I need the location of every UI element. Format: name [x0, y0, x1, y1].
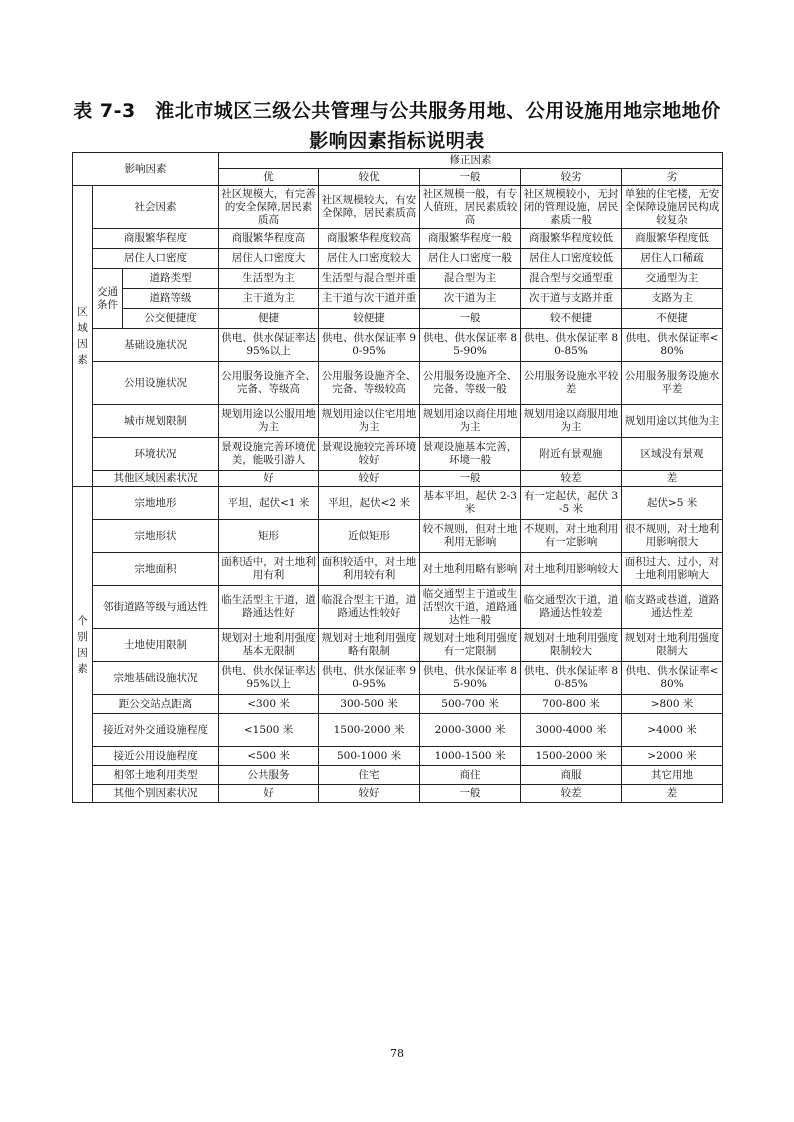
factor-label: 城市规划限制	[93, 405, 219, 438]
factor-value: 规划用途以商服用地为主	[521, 405, 622, 438]
factor-value: 面积较适中，对土地利用较有利	[319, 553, 420, 586]
factor-label: 其他区域因素状况	[93, 471, 219, 487]
table-row	[73, 553, 723, 586]
page-number: 78	[390, 1047, 404, 1060]
factor-label: 公交便捷度	[123, 309, 219, 329]
table-row	[73, 766, 723, 785]
factor-value: 商服繁华程度较低	[521, 229, 622, 249]
table-row	[73, 747, 723, 766]
factor-value: 居住人口密度一般	[420, 249, 521, 269]
factor-value: 生活型为主	[219, 269, 319, 289]
factor-value: 一般	[420, 471, 521, 487]
factor-value: <1500 米	[219, 714, 319, 747]
factor-value: >2000 米	[622, 747, 723, 766]
factor-value: 住宅	[319, 766, 420, 785]
factor-value: 商服繁华程度一般	[420, 229, 521, 249]
factor-label: 宗地基础设施状况	[93, 662, 219, 695]
factor-value: 混合型为主	[420, 269, 521, 289]
factor-value: 供电、供水保证率 80-85%	[521, 329, 622, 362]
factor-value: 规划对土地利用强度限制大	[622, 629, 723, 662]
table-row	[73, 249, 723, 269]
factor-value: 供电、供水保证率达95%以上	[219, 662, 319, 695]
factor-value: 临生活型主干道，道路通达性好	[219, 586, 319, 629]
factor-value: 较便捷	[319, 309, 420, 329]
factor-value: 临交通型主干道或生活型次干道，道路通达性一般	[420, 586, 521, 629]
factor-value: 供电、供水保证率<80%	[622, 329, 723, 362]
factor-label: 基础设施状况	[93, 329, 219, 362]
factor-value: 规划用途以商住用地为主	[420, 405, 521, 438]
factor-table	[72, 152, 723, 803]
header-correction: 修正因素	[219, 153, 723, 169]
factor-value: >800 米	[622, 695, 723, 714]
factor-value: 商服繁华程度高	[219, 229, 319, 249]
factor-value: 规划对土地利用强度略有限制	[319, 629, 420, 662]
factor-value: 交通型为主	[622, 269, 723, 289]
factor-value: 规划对土地利用强度限制较大	[521, 629, 622, 662]
table-row	[73, 629, 723, 662]
factor-value: 便捷	[219, 309, 319, 329]
factor-value: 支路为主	[622, 289, 723, 309]
factor-value: 供电、供水保证率 90-95%	[319, 329, 420, 362]
factor-value: >4000 米	[622, 714, 723, 747]
factor-value: 一般	[420, 309, 521, 329]
factor-value: 平坦，起伏<1 米	[219, 487, 319, 520]
factor-value: 不便捷	[622, 309, 723, 329]
factor-value: 生活型与混合型并重	[319, 269, 420, 289]
factor-value: 公用服务设施齐全、完备、等级高	[219, 362, 319, 405]
factor-value: 居住人口密度较低	[521, 249, 622, 269]
table-row	[73, 662, 723, 695]
factor-value: 面积适中，对土地利用有利	[219, 553, 319, 586]
factor-label: 接近公用设施程度	[93, 747, 219, 766]
factor-value: 好	[219, 471, 319, 487]
factor-value: 2000-3000 米	[420, 714, 521, 747]
factor-value: 区域没有景观	[622, 438, 723, 471]
factor-value: 起伏>5 米	[622, 487, 723, 520]
table-row	[73, 309, 723, 329]
table-row	[73, 438, 723, 471]
factor-label: 相邻土地利用类型	[93, 766, 219, 785]
factor-value: 500-1000 米	[319, 747, 420, 766]
factor-value: 景观设施完善环境优美，能吸引游人	[219, 438, 319, 471]
factor-value: 附近有景观施	[521, 438, 622, 471]
factor-value: 临支路或巷道，道路通达性差	[622, 586, 723, 629]
document-subtitle: 影响因素指标说明表	[309, 130, 485, 152]
factor-value: 社区规模较大，有安全保障，居民素质高	[319, 186, 420, 229]
factor-value: 好	[219, 785, 319, 803]
table-row	[73, 586, 723, 629]
factor-value: 近似矩形	[319, 520, 420, 553]
factor-value: <300 米	[219, 695, 319, 714]
factor-label: 道路类型	[123, 269, 219, 289]
factor-value: 社区规模一般，有专人值班，居民素质较高	[420, 186, 521, 229]
factor-value: 规划用途以其他为主	[622, 405, 723, 438]
group-individual: 个别因素	[73, 487, 93, 803]
header-level-2: 一般	[420, 169, 521, 186]
factor-value: 社区规模大，有完善的安全保障,居民素质高	[219, 186, 319, 229]
factor-value: 3000-4000 米	[521, 714, 622, 747]
factor-value: 居住人口密度较大	[319, 249, 420, 269]
factor-label: 公用设施状况	[93, 362, 219, 405]
factor-label: 宗地形状	[93, 520, 219, 553]
factor-label: 道路等级	[123, 289, 219, 309]
factor-label: 环境状况	[93, 438, 219, 471]
factor-value: 较好	[319, 471, 420, 487]
factor-value: 公共服务	[219, 766, 319, 785]
factor-value: 矩形	[219, 520, 319, 553]
factor-label: 宗地面积	[93, 553, 219, 586]
table-row	[73, 329, 723, 362]
factor-value: 一般	[420, 785, 521, 803]
traffic-condition-label: 交通条件	[93, 269, 123, 329]
factor-value: 300-500 米	[319, 695, 420, 714]
factor-value: 公用服务设施齐全、完备、等级一般	[420, 362, 521, 405]
factor-value: 次干道与支路并重	[521, 289, 622, 309]
factor-value: 景观设施基本完善，环境一般	[420, 438, 521, 471]
table-row	[73, 520, 723, 553]
factor-value: 差	[622, 471, 723, 487]
table-row	[73, 714, 723, 747]
factor-value: 1500-2000 米	[319, 714, 420, 747]
factor-value: 供电、供水保证率达95%以上	[219, 329, 319, 362]
factor-label: 社会因素	[93, 186, 219, 229]
factor-value: 较不规则，但对土地利用无影响	[420, 520, 521, 553]
factor-value: 其它用地	[622, 766, 723, 785]
factor-label: 土地使用限制	[93, 629, 219, 662]
factor-value: 商服繁华程度低	[622, 229, 723, 249]
factor-value: 很不规则，对土地利用影响很大	[622, 520, 723, 553]
table-row	[73, 471, 723, 487]
table-row	[73, 289, 723, 309]
factor-value: 景观设施较完善环境较好	[319, 438, 420, 471]
factor-value: 500-700 米	[420, 695, 521, 714]
factor-value: 对土地利用略有影响	[420, 553, 521, 586]
header-level-1: 较优	[319, 169, 420, 186]
factor-value: 差	[622, 785, 723, 803]
factor-value: 次干道为主	[420, 289, 521, 309]
table-row	[73, 785, 723, 803]
factor-label: 接近对外交通设施程度	[93, 714, 219, 747]
factor-value: 较好	[319, 785, 420, 803]
factor-value: 公用服务设施齐全、完备、等级较高	[319, 362, 420, 405]
factor-value: 不规则，对土地利用有一定影响	[521, 520, 622, 553]
factor-value: 较差	[521, 785, 622, 803]
table-row	[73, 695, 723, 714]
factor-value: 规划对土地利用强度基本无限制	[219, 629, 319, 662]
table-row	[73, 186, 723, 229]
factor-label: 宗地地形	[93, 487, 219, 520]
header-level-3: 较劣	[521, 169, 622, 186]
header-level-4: 劣	[622, 169, 723, 186]
table-row	[73, 269, 723, 289]
factor-label: 居住人口密度	[93, 249, 219, 269]
factor-value: 规划对土地利用强度有一定限制	[420, 629, 521, 662]
document-title: 表 7-3 淮北市城区三级公共管理与公共服务用地、公用设施用地宗地地价	[73, 100, 721, 122]
factor-value: 规划用途以公服用地为主	[219, 405, 319, 438]
factor-value: 供电、供水保证率<80%	[622, 662, 723, 695]
factor-value: 商住	[420, 766, 521, 785]
factor-value: 单独的住宅楼，无安全保障设施居民构成较复杂	[622, 186, 723, 229]
factor-label: 距公交站点距离	[93, 695, 219, 714]
factor-value: 临交通型次干道，道路通达性较差	[521, 586, 622, 629]
factor-value: 商服	[521, 766, 622, 785]
factor-value: 平坦，起伏<2 米	[319, 487, 420, 520]
factor-value: 公用服务服务设施水平差	[622, 362, 723, 405]
table-row	[73, 405, 723, 438]
factor-value: 700-800 米	[521, 695, 622, 714]
factor-value: 基本平坦，起伏 2-3 米	[420, 487, 521, 520]
factor-value: 有一定起伏，起伏 3-5 米	[521, 487, 622, 520]
factor-value: 混合型与交通型重	[521, 269, 622, 289]
factor-value: 供电、供水保证率 90-95%	[319, 662, 420, 695]
factor-label: 商服繁华程度	[93, 229, 219, 249]
header-level-0: 优	[219, 169, 319, 186]
factor-label: 邻街道路等级与通达性	[93, 586, 219, 629]
header-row	[73, 153, 723, 169]
factor-value: 对土地利用影响较大	[521, 553, 622, 586]
factor-value: 供电、供水保证率 85-90%	[420, 662, 521, 695]
factor-value: 较不便捷	[521, 309, 622, 329]
factor-value: 社区规模较小，无封闭的管理设施，居民素质一般	[521, 186, 622, 229]
factor-value: 临混合型主干道，道路通达性较好	[319, 586, 420, 629]
factor-value: 公用服务设施水平较差	[521, 362, 622, 405]
factor-value: 主干道为主	[219, 289, 319, 309]
table-row	[73, 229, 723, 249]
factor-value: 1500-2000 米	[521, 747, 622, 766]
header-factor: 影响因素	[73, 153, 219, 186]
factor-value: 供电、供水保证率 85-90%	[420, 329, 521, 362]
factor-value: 供电、供水保证率 80-85%	[521, 662, 622, 695]
group-regional: 区域因素	[73, 186, 93, 487]
factor-value: 较差	[521, 471, 622, 487]
factor-value: 居住人口稀疏	[622, 249, 723, 269]
factor-label: 其他个别因素状况	[93, 785, 219, 803]
factor-value: 1000-1500 米	[420, 747, 521, 766]
table-row	[73, 362, 723, 405]
factor-value: 商服繁华程度较高	[319, 229, 420, 249]
factor-value: 规划用途以住宅用地为主	[319, 405, 420, 438]
factor-value: 面积过大、过小，对土地利用影响大	[622, 553, 723, 586]
factor-value: 主干道与次干道并重	[319, 289, 420, 309]
factor-value: <500 米	[219, 747, 319, 766]
table-row	[73, 487, 723, 520]
factor-value: 居住人口密度大	[219, 249, 319, 269]
